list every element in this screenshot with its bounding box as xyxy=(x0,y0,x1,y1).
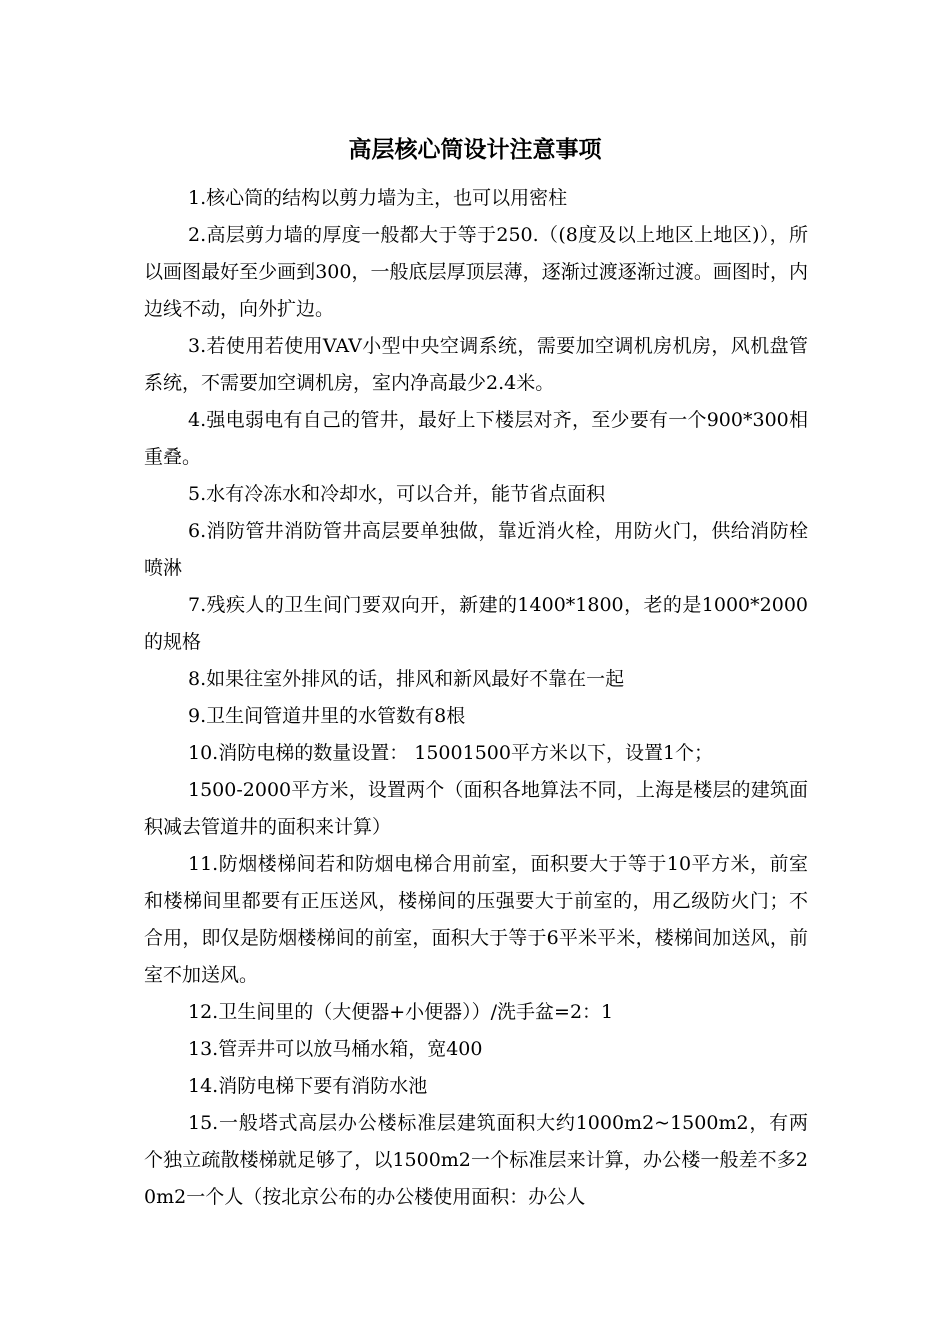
paragraph-2: 2.高层剪力墙的厚度一般都大于等于250.（(8度及以上地区上地区)），所以画图最好至少画到300，一般底层厚顶层薄，逐渐过渡逐渐过渡。画图时，内边线不动，向外扩边。 xyxy=(144,224,808,320)
paragraph-6: 6.消防管井消防管井高层要单独做，靠近消火栓，用防火门，供给消防栓喷淋 xyxy=(144,520,808,579)
paragraph-12: 12.卫生间里的（大便器+小便器））/洗手盆=2：1 xyxy=(188,1001,614,1023)
paragraph-9: 9.卫生间管道井里的水管数有8根 xyxy=(188,705,466,727)
paragraph-10-continued: 1500-2000平方米，设置两个（面积各地算法不同，上海是楼层的建筑面积减去管道井的面积来计算） xyxy=(144,779,808,838)
paragraph-5: 5.水有冷冻水和冷却水，可以合并，能节省点面积 xyxy=(188,483,606,505)
paragraph-14: 14.消防电梯下要有消防水池 xyxy=(188,1075,428,1097)
paragraph-13: 13.管弄井可以放马桶水箱，宽400 xyxy=(188,1038,483,1060)
paragraph-11: 11.防烟楼梯间若和防烟电梯合用前室，面积要大于等于10平方米，前室和楼梯间里都要有正压送风，楼梯间的压强要大于前室的，用乙级防火门；不合用，即仅是防烟楼梯间的前室，面积大于等于6平米平米，楼梯间加送风，前室不加送风。 xyxy=(144,853,808,986)
paragraph-3: 3.若使用若使用VAV小型中央空调系统，需要加空调机房机房，风机盘管系统，不需要加空调机房，室内净高最少2.4米。 xyxy=(144,335,808,394)
document-title: 高层核心筒设计注意事项 xyxy=(348,136,602,163)
paragraph-10: 10.消防电梯的数量设置： 15001500平方米以下，设置1个； xyxy=(188,742,714,764)
paragraph-15: 15.一般塔式高层办公楼标准层建筑面积大约1000m2~1500m2，有两个独立疏散楼梯就足够了，以1500m2一个标准层来计算，办公楼一般差不多20m2一个人（按北京公布的办公楼使用面积：办公人 xyxy=(144,1112,808,1208)
document-body xyxy=(144,180,808,1216)
paragraph-8: 8.如果往室外排风的话，排风和新风最好不靠在一起 xyxy=(188,668,625,690)
paragraph-4: 4.强电弱电有自己的管井，最好上下楼层对齐，至少要有一个900*300相重叠。 xyxy=(144,409,808,468)
paragraph-7: 7.残疾人的卫生间门要双向开，新建的1400*1800，老的是1000*2000的规格 xyxy=(144,594,808,653)
paragraph-1: 1.核心筒的结构以剪力墙为主，也可以用密柱 xyxy=(188,187,568,209)
